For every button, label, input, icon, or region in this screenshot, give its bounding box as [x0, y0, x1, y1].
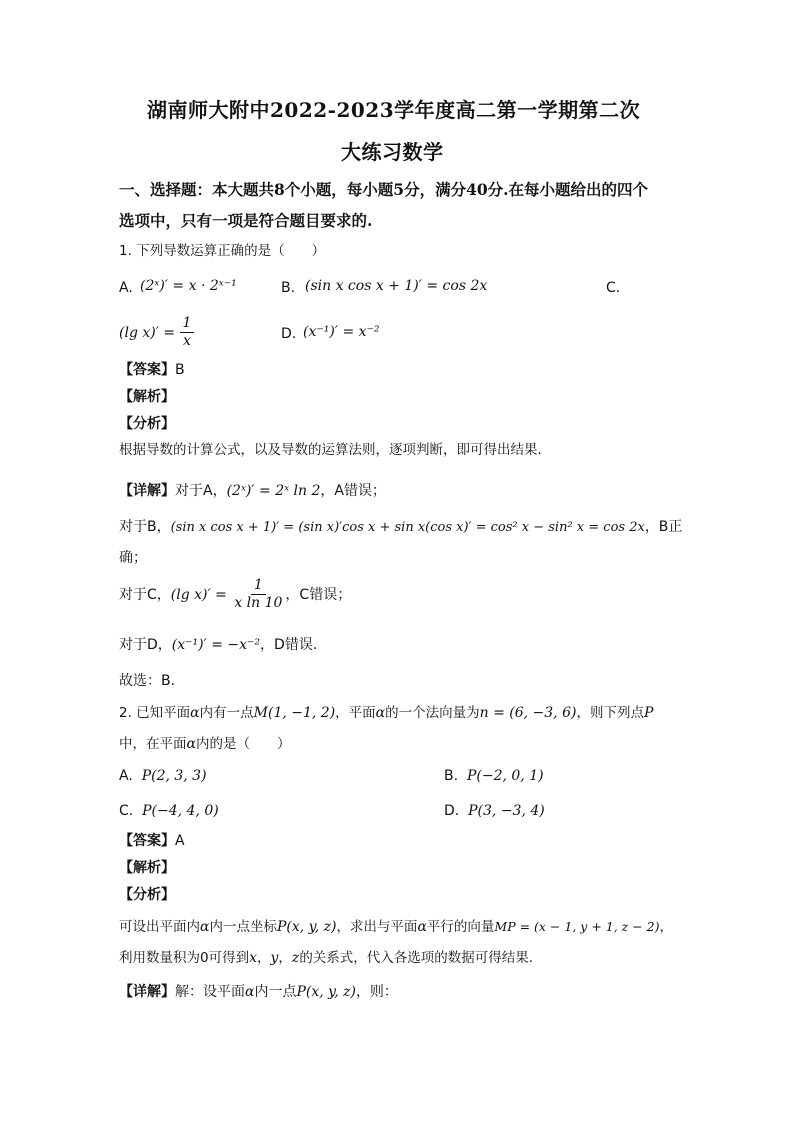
- q1-detail-c-lhs: (lg x)′ =: [170, 586, 227, 603]
- q2-stem-d: 的一个法向量为: [385, 705, 480, 721]
- q1-detail-a-formula: (2ˣ)′ = 2ˣ ln 2: [226, 483, 321, 499]
- q2-fenxi-z: z: [291, 950, 300, 966]
- q2-alpha-3: α: [186, 736, 196, 752]
- q1-detail-d-pre: 对于D，: [119, 637, 172, 653]
- q1-fenxi-text: 根据导数的计算公式，以及导数的运算法则，逐项判断，即可得出结果.: [119, 442, 542, 458]
- q2-stem-c: ，平面: [335, 705, 376, 721]
- q1-option-a-formula: (2ˣ)′ = x · 2ˣ⁻¹: [140, 278, 237, 294]
- q2-fenxi-y: y: [270, 950, 279, 966]
- section-heading-line1: 一、选择题：本大题共8个小题，每小题5分，满分40分.在每小题给出的四个: [119, 180, 649, 199]
- q2-stem-b: 内有一点: [199, 705, 254, 721]
- q2-option-a: [119, 769, 207, 783]
- q1-answer-value: B: [175, 362, 185, 378]
- q2-option-c: [119, 804, 219, 818]
- q2-detail: [119, 985, 398, 999]
- q1-detail-c-pre: 对于C，: [119, 586, 171, 603]
- q2-answer-tag: 【答案】: [119, 833, 175, 849]
- q2-stem-e: ，则下列点: [576, 705, 644, 721]
- document-title-line2: 大练习数学: [341, 140, 444, 164]
- q1-detail-c-denominator: x ln 10: [234, 595, 283, 612]
- q1-option-d-label: D.: [281, 326, 297, 342]
- q2-normal-vector: n = (6, −3, 6): [479, 705, 577, 721]
- q2-stem-a: 2. 已知平面: [119, 705, 191, 721]
- q1-detail-tag: 【详解】: [119, 483, 175, 499]
- q2-detail-a: 解：设平面: [175, 984, 245, 1000]
- q2-analysis-tag: 【解析】: [119, 860, 175, 876]
- q1-detail-b-post: ，B正: [644, 519, 683, 535]
- q2-option-d: [444, 804, 545, 818]
- q2-option-b-label: B.: [444, 768, 459, 784]
- q1-detail-a-pre: 对于A，: [175, 483, 227, 499]
- q2-fenxi-tag: 【分析】: [119, 887, 175, 903]
- q2-detail-c: ，则：: [355, 984, 398, 1000]
- q1-detail-b: [119, 520, 682, 534]
- q2-answer: [119, 834, 185, 848]
- q2-fenxi-l2-b: 的关系式，代入各选项的数据可得结果.: [299, 950, 534, 966]
- q1-conclusion: 故选：B.: [119, 673, 176, 689]
- q1-detail-b-wrap: 确；: [119, 550, 147, 566]
- q2-fenxi-alpha: α: [200, 919, 210, 935]
- q2-detail-tag: 【详解】: [119, 984, 175, 1000]
- q1-option-c-formula: [119, 316, 194, 350]
- q1-fenxi-tag: 【分析】: [119, 416, 175, 432]
- q2-fenxi-l1-b: 内一点坐标: [209, 919, 277, 935]
- q2-fenxi-l1-a: 可设出平面内: [119, 919, 200, 935]
- q2-alpha-2: α: [375, 705, 386, 721]
- q1-detail-d: [119, 638, 317, 652]
- q2-fenxi-point-p: P(x, y, z): [276, 919, 337, 935]
- q1-stem: 1. 下列导数运算正确的是（ ）: [119, 243, 326, 259]
- q1-option-b-label: B.: [281, 280, 296, 296]
- q1-option-c-lhs: (lg x)′ =: [119, 324, 176, 341]
- q1-option-c-numerator: 1: [180, 316, 195, 333]
- q2-fenxi-x: x: [249, 950, 257, 966]
- q2-option-a-value: P(2, 3, 3): [141, 768, 207, 784]
- q2-detail-b: 内一点: [254, 984, 297, 1000]
- q1-analysis-tag: 【解析】: [119, 389, 175, 405]
- q2-detail-alpha: α: [245, 984, 255, 1000]
- q1-answer-tag: 【答案】: [119, 362, 175, 378]
- q1-option-b-formula: (sin x cos x + 1)′ = cos 2x: [305, 278, 488, 294]
- q2-option-b-value: P(−2, 0, 1): [466, 768, 544, 784]
- q2-point-m: M(1, −1, 2): [253, 705, 336, 721]
- q2-stem-line2: [119, 737, 290, 752]
- q1-detail-c-fraction: [231, 578, 285, 612]
- q1-option-d-formula: (x⁻¹)′ = x⁻²: [303, 324, 380, 340]
- q1-detail-c: [119, 578, 351, 612]
- q1-answer: [119, 363, 185, 377]
- q2-fenxi-l2-a: 利用数量积为0可得到: [119, 950, 250, 966]
- q2-fenxi-vector-mp: MP = (x − 1, y + 1, z − 2): [494, 919, 660, 934]
- q2-fenxi-sep-1: ，: [257, 950, 271, 966]
- q1-detail-b-formula: (sin x cos x + 1)′ = (sin x)′cos x + sin x(cos x)′ = cos² x − sin² x = cos 2x: [170, 520, 645, 535]
- q1-detail-d-post: ，D错误.: [260, 637, 318, 653]
- q2-alpha: α: [190, 705, 200, 721]
- q1-option-a-label: A.: [119, 280, 133, 296]
- q2-fenxi-line1: [119, 920, 673, 935]
- q2-option-a-label: A.: [119, 768, 133, 784]
- q1-option-c-label: C.: [606, 280, 621, 296]
- q2-fenxi-sep-2: ，: [278, 950, 292, 966]
- q1-detail-a-post: ，A错误；: [320, 483, 386, 499]
- q2-detail-point-p: P(x, y, z): [296, 984, 356, 1000]
- q2-stem-line2-b: 内的是（ ）: [195, 736, 291, 752]
- q2-fenxi-line2: [119, 951, 533, 966]
- q1-detail-d-formula: (x⁻¹)′ = −x⁻²: [171, 637, 261, 653]
- q1-option-c-denominator: x: [183, 333, 191, 350]
- section-heading-line2: 选项中，只有一项是符合题目要求的.: [119, 211, 373, 230]
- q2-p-var: P: [643, 705, 654, 721]
- document-title-line1: 湖南师大附中2022-2023学年度高二第一学期第二次: [147, 98, 641, 122]
- q2-stem-line2-a: 中，在平面: [119, 736, 187, 752]
- q2-option-c-value: P(−4, 4, 0): [142, 803, 219, 819]
- q2-fenxi-l1-c: ，求出与平面: [336, 919, 418, 935]
- q2-fenxi-l1-e: ，: [659, 919, 674, 935]
- q2-option-b: [444, 769, 544, 783]
- q2-option-c-label: C.: [119, 803, 134, 819]
- q1-detail-a: [119, 484, 386, 498]
- q2-option-d-value: P(3, −3, 4): [468, 803, 545, 819]
- q1-detail-b-pre: 对于B，: [119, 519, 171, 535]
- q2-answer-value: A: [175, 833, 185, 849]
- q2-option-d-label: D.: [444, 803, 460, 819]
- q1-detail-c-post: ，C错误；: [285, 586, 352, 603]
- q1-option-c-fraction: [180, 316, 195, 350]
- q1-detail-c-numerator: 1: [251, 578, 266, 595]
- q2-fenxi-alpha-2: α: [417, 919, 427, 935]
- q2-fenxi-l1-d: 平行的向量: [426, 919, 495, 935]
- q2-stem-line1: [119, 706, 653, 721]
